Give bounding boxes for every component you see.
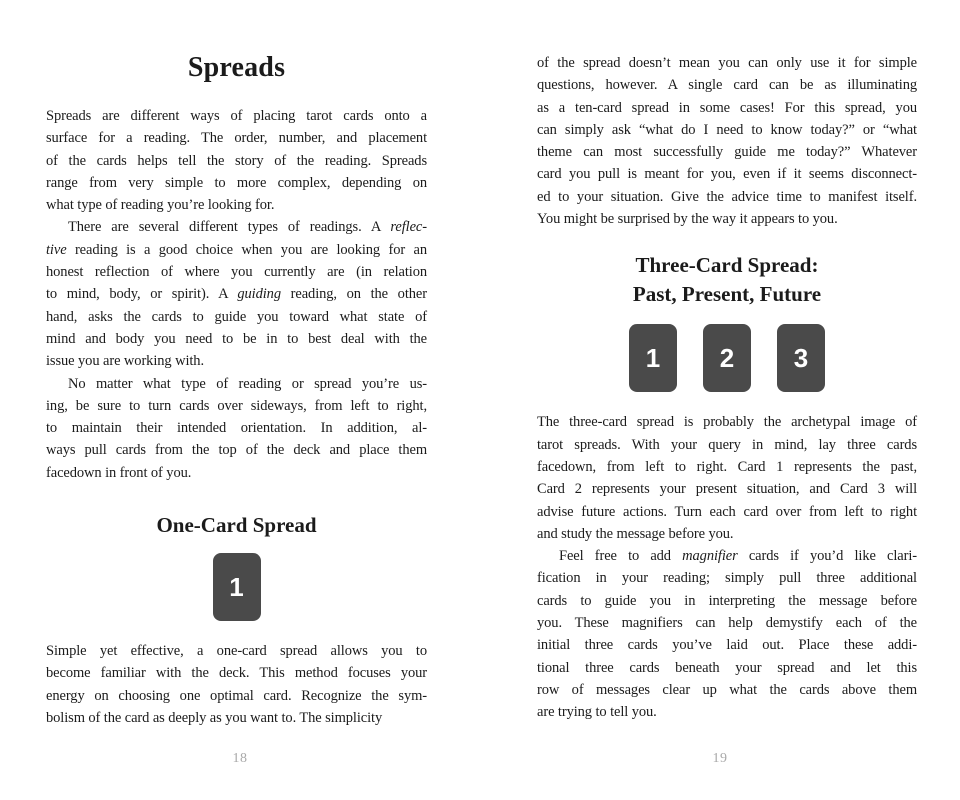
text-line: are trying to tell you. — [537, 704, 657, 721]
left-body-bottom — [46, 640, 427, 729]
text-line: of the cards helps tell the story of the reading. Spreads — [46, 152, 427, 169]
text-line: The three-card spread is probably the archetypal image of — [537, 414, 917, 431]
text-line: Card 2 represents your present situation, and Card 3 will — [537, 481, 917, 498]
text-line: ing, be sure to turn cards over sideways, from left to right, — [46, 397, 427, 414]
paragraph — [537, 545, 917, 723]
card-number: 1 — [229, 572, 244, 603]
text-line: row of messages clear up what the cards above them — [537, 681, 917, 698]
text-line: Simple yet effective, a one-card spread allows you to — [46, 643, 427, 660]
text-line: Feel free to add magnifier cards if you’d like clari- — [559, 548, 917, 565]
text-line: surface for a reading. The order, number, and placement — [46, 130, 427, 147]
one-card-row — [46, 553, 427, 621]
section-heading-one-card: One-Card Spread — [156, 513, 317, 538]
text-line: questions, however. A single card can be as illuminating — [537, 77, 917, 94]
section-heading-line-2: Past, Present, Future — [632, 282, 822, 307]
text-line: No matter what type of reading or spread you’re us- — [68, 375, 427, 392]
text-line: become familiar with the deck. This method focuses your — [46, 665, 427, 682]
paragraph — [537, 411, 917, 545]
section-heading-line-1: Three-Card Spread: — [635, 253, 819, 278]
text-line: initial three cards you’ve laid out. Place these addi- — [537, 637, 917, 654]
text-line: to mind, body, or spirit). A guiding reading, on the other — [46, 286, 427, 303]
text-line: what type of reading you’re looking for. — [46, 197, 275, 214]
text-line: issue you are working with. — [46, 353, 204, 370]
paragraph — [46, 373, 427, 484]
text-line: ed to your situation. Give the advice time to manifest itself. — [537, 188, 917, 205]
text-line: tive reading is a good choice when you are looking for an — [46, 241, 427, 258]
section-heading-three-card — [537, 251, 917, 309]
text-line: fication in your reading; simply pull three additional — [537, 570, 917, 587]
right-body-top — [537, 52, 917, 230]
paragraph — [46, 105, 427, 216]
tarot-card-1 — [629, 324, 677, 392]
text-line: advise future actions. Turn each card over from left to right — [537, 503, 917, 520]
text-line: of the spread doesn’t mean you can only use it for simple — [537, 55, 917, 71]
paragraph — [46, 216, 427, 372]
text-line: and study the message before you. — [537, 525, 734, 542]
paragraph — [46, 640, 427, 729]
text-line: as a ten-card spread in some cases! For this spread, you — [537, 99, 917, 116]
right-body-bottom — [537, 411, 917, 723]
text-line: tional three cards beneath your spread and let this — [537, 659, 917, 676]
text-line: mind and body you need to be in to best deal with the — [46, 330, 427, 347]
text-line: energy on choosing one optimal card. Recognize the sym- — [46, 687, 427, 704]
chapter-title: Spreads — [187, 52, 286, 83]
text-line: facedown in front of you. — [46, 464, 192, 481]
text-line: facedown, from left to right. Card 1 represents the past, — [537, 458, 917, 475]
tarot-card-2 — [703, 324, 751, 392]
page-number-right: 19 — [712, 751, 728, 766]
left-body-top — [46, 105, 427, 484]
text-line: honest reflection of where you currently are (in relation — [46, 264, 427, 281]
tarot-card-1 — [213, 553, 261, 621]
card-number: 1 — [645, 343, 661, 374]
text-line: can simply ask “what do I need to know today?” or “what — [537, 121, 917, 138]
paragraph — [537, 52, 917, 230]
text-line: You might be surprised by the way it appears to you. — [537, 211, 838, 228]
text-line: you. These magnifiers can help demystify each of the — [537, 615, 917, 632]
tarot-card-3 — [777, 324, 825, 392]
text-line: card you pull is meant for you, even if it seems disconnect- — [537, 166, 917, 183]
card-number: 3 — [793, 343, 809, 374]
text-line: range from very simple to more complex, depending on — [46, 174, 427, 191]
card-number: 2 — [719, 343, 735, 374]
text-line: hand, asks the cards to guide you toward what state of — [46, 308, 427, 325]
text-line: Spreads are different ways of placing tarot cards onto a — [46, 108, 427, 124]
text-line: tarot spreads. With your query in mind, lay three cards — [537, 436, 917, 453]
text-line: There are several different types of readings. A reflec- — [68, 219, 427, 236]
three-card-row — [537, 324, 917, 392]
page-right — [480, 0, 960, 800]
text-line: cards to guide you in interpreting the message before — [537, 592, 917, 609]
page-number-left: 18 — [232, 751, 248, 766]
text-line: ways pull cards from the top of the deck and place them — [46, 442, 427, 459]
text-line: theme can most successfully guide me today?” Whatever — [537, 144, 917, 161]
text-line: bolism of the card as deeply as you want to. The simplicity — [46, 709, 383, 726]
text-line: to maintain their intended orientation. In addition, al- — [46, 420, 427, 437]
